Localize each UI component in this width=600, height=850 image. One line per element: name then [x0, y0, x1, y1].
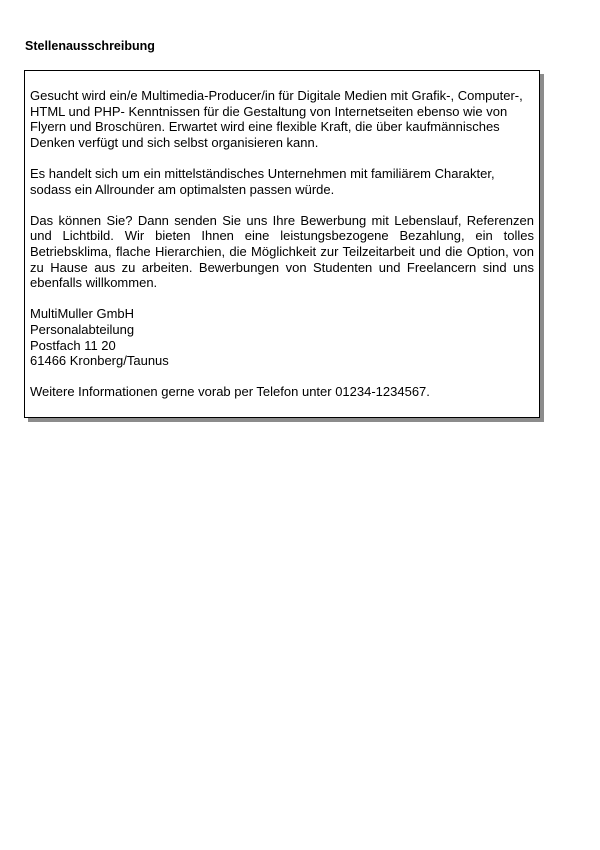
contact-line: Weitere Informationen gerne vorab per Telefon unter 01234-1234567.	[30, 384, 430, 400]
page-title: Stellenausschreibung	[25, 39, 155, 53]
job-description-paragraph: Gesucht wird ein/e Multimedia-Producer/in für Digitale Medien mit Grafik-, Computer-, HTML und PHP- Kenntnissen für die Gestaltung von Internetseiten ebenso wie von Flyern und Broschüren. Erwartet wird eine flexible Kraft, die über kaufmännisches Denken verfügt und sich selbst organisieren kann.	[30, 88, 523, 150]
address-block	[30, 306, 534, 368]
job-ad-box	[24, 70, 540, 418]
application-offer-paragraph: Das können Sie? Dann senden Sie uns Ihre Bewerbung mit Lebenslauf, Referenzen und Lichtbild. Wir bieten Ihnen eine leistungsbezogene Bezahlung, ein tolles Betriebsklima, flache Hierarchien, die Möglichkeit zur Teilzeitarbeit und die Option, von zu Hause aus zu arbeiten. Bewerbungen von Studenten und Freelancern sind uns ebenfalls willkommen.	[30, 212, 534, 291]
company-name: MultiMuller GmbH	[30, 306, 135, 322]
company-description-paragraph: Es handelt sich um ein mittelständisches Unternehmen mit familiärem Charakter, sodass ein Allrounder am optimalsten passen würde.	[30, 165, 495, 197]
po-box: Postfach 11 20	[30, 337, 116, 353]
postal-city: 61466 Kronberg/Taunus	[30, 353, 169, 369]
department-name: Personalabteilung	[30, 321, 135, 337]
